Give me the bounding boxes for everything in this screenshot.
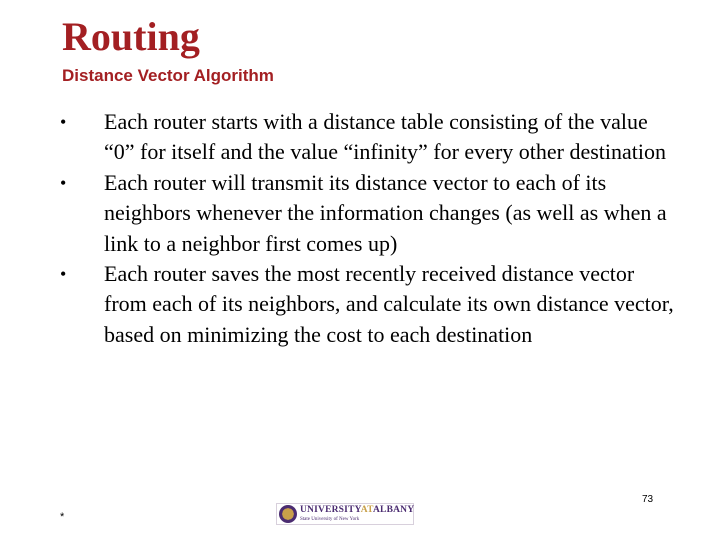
- logo-sub-text: State University of New York: [300, 516, 360, 522]
- bullet-item: [0, 259, 720, 350]
- page-number: 73: [642, 494, 654, 505]
- bullet-text: Each router starts with a distance table consisting of the value “0” for itself and the value “infinity” for every other destination: [104, 109, 667, 165]
- logo-word-at: AT: [360, 505, 373, 516]
- university-seal-icon: [279, 505, 297, 523]
- bullet-item: [0, 107, 720, 168]
- slide-subtitle: Distance Vector Algorithm: [62, 66, 274, 85]
- bullet-item: [0, 168, 720, 259]
- logo-word-university: UNIVERSITY: [300, 505, 361, 516]
- bullet-text: Each router saves the most recently received distance vector from each of its neighbors, and calculate its own distance vector, based on minimizing the cost to each destination: [104, 261, 674, 347]
- logo-word-albany: ALBANY: [372, 505, 415, 516]
- bullet-dot-icon: •: [60, 112, 67, 132]
- logo-text: [300, 506, 414, 522]
- bullet-text: Each router will transmit its distance vector to each of its neighbors whenever the information changes (as well as when a link to a neighbor first comes up): [104, 169, 667, 256]
- bullet-list: [0, 107, 720, 350]
- logo-main-text: [300, 506, 414, 516]
- university-logo: [276, 503, 414, 525]
- bullet-dot-icon: •: [60, 172, 67, 193]
- bullet-dot-icon: •: [60, 264, 67, 285]
- footer-mark: *: [60, 511, 65, 523]
- slide-title: Routing: [62, 14, 200, 59]
